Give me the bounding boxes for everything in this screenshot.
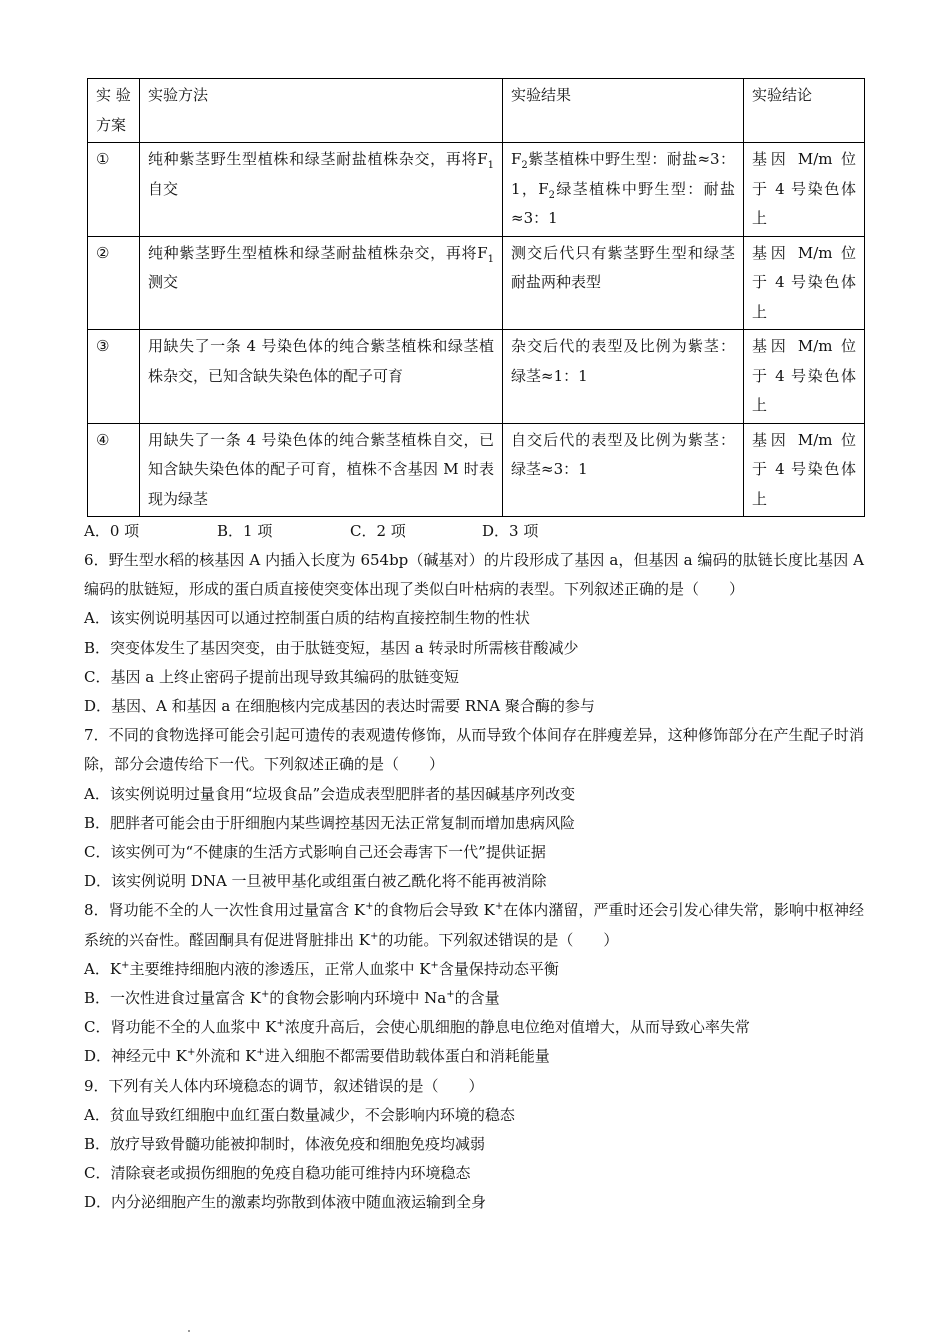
question-8-option-d[interactable] <box>84 1042 864 1071</box>
opt-text: A．K <box>84 959 122 978</box>
table-header-row <box>88 79 865 143</box>
q5-option-b[interactable]: B．1 项 <box>217 522 273 540</box>
row-result-sub2: 2 <box>548 189 556 201</box>
row-method-text: 纯种紫茎野生型植株和绿茎耐盐植株杂交，再将F <box>148 243 488 262</box>
row-result-text: F <box>511 150 522 168</box>
row-id: ③ <box>88 330 140 424</box>
question-9-stem: 9．下列有关人体内环境稳态的调节，叙述错误的是（ ） <box>84 1076 484 1095</box>
question-7-option-c[interactable]: C．该实例可为“不健康的生活方式影响自己还会毒害下一代”提供证据 <box>84 843 546 862</box>
row-result: 自交后代的表型及比例为紫茎：绿茎≈3：1 <box>503 423 744 517</box>
q8-stem-sup: + <box>365 901 374 913</box>
header-scheme <box>88 79 140 143</box>
q8-stem-sup: + <box>369 930 379 942</box>
row-method <box>140 236 503 330</box>
row-conclusion: 基因 M/m 位于 4 号染色体上 <box>744 236 865 330</box>
row-id: ② <box>88 236 140 330</box>
question-7-stem: 7．不同的食物选择可能会引起可遗传的表观遗传修饰，从而导致个体间存在胖瘦差异，这种修饰部分在产生配子时消除，部分会遗传给下一代。下列叙述正确的是（ ） <box>84 726 864 774</box>
row-method-text: 纯种紫茎野生型植株和绿茎耐盐植株杂交，再将F <box>148 150 488 168</box>
q8-stem-text: 的食物后会导致 K <box>373 901 495 920</box>
row-result-sub: 2 <box>521 160 528 171</box>
question-6 <box>84 546 864 721</box>
row-method: 用缺失了一条 4 号染色体的纯合紫茎植株和绿茎植株杂交，已知含缺失染色体的配子可育 <box>140 330 503 424</box>
q8-stem-text: 的功能。下列叙述错误的是（ ） <box>378 930 619 949</box>
question-8-option-a[interactable] <box>84 955 864 984</box>
question-9-option-a[interactable]: A．贫血导致红细胞中血红蛋白数量减少，不会影响内环境的稳态 <box>84 1105 515 1124</box>
table-row <box>88 143 865 237</box>
row-method-text-end: 自交 <box>148 179 179 198</box>
question-8 <box>84 896 864 1071</box>
row-conclusion: 基因 M/m 位于 4 号染色体上 <box>744 143 865 237</box>
opt-text: 的含量 <box>454 989 500 1008</box>
opt-text: 含量保持动态平衡 <box>438 959 559 978</box>
q5-option-a[interactable]: A．0 项 <box>84 522 140 540</box>
q8-stem-text: 在体内潴留，严重时还会引发心律失常，影响中枢神经系统的兴奋性。醛固酮具有促进肾脏排出 K <box>84 901 864 949</box>
opt-sup: + <box>187 1047 196 1059</box>
row-result: 测交后代只有紫茎野生型和绿茎耐盐两种表型 <box>503 236 744 330</box>
question-9-option-d[interactable]: D．内分泌细胞产生的激素均弥散到体液中随血液运输到全身 <box>84 1193 487 1212</box>
opt-sup: + <box>261 989 270 1001</box>
opt-sup: + <box>430 959 439 971</box>
opt-text: 外流和 K <box>195 1047 257 1066</box>
opt-text: C．肾功能不全的人血浆中 K <box>84 1018 277 1037</box>
footer-mark <box>188 1330 190 1332</box>
row-id: ① <box>88 143 140 237</box>
question-6-stem: 6．野生型水稻的核基因 A 内插入长度为 654bp（碱基对）的片段形成了基因 a，但基因 a 编码的肽链长度比基因 A 编码的肽链短，形成的蛋白质直接使突变体出现了类似白叶枯病的表型。下列叙述正确的是（ ） <box>84 551 864 599</box>
opt-text: B．一次性进食过量富含 K <box>84 989 261 1008</box>
q5-options <box>84 517 864 546</box>
header-result: 实验结果 <box>503 79 744 143</box>
q5-option-c[interactable]: C．2 项 <box>350 522 406 540</box>
question-7-option-b[interactable]: B．肥胖者可能会由于肝细胞内某些调控基因无法正常复制而增加患病风险 <box>84 813 576 832</box>
row-result-text-mid: 紫茎植株中野生型：耐盐≈3：1，F <box>511 150 735 198</box>
opt-sup: + <box>446 989 455 1001</box>
question-9-option-b[interactable]: B．放疗导致骨髓功能被抑制时，体液免疫和细胞免疫均减弱 <box>84 1135 486 1154</box>
row-method-sub: 1 <box>487 160 494 171</box>
exam-page <box>84 78 864 1218</box>
header-method: 实验方法 <box>140 79 503 143</box>
row-method-text-end: 测交 <box>148 273 179 291</box>
question-6-option-a[interactable]: A．该实例说明基因可以通过控制蛋白质的结构直接控制生物的性状 <box>84 609 530 628</box>
question-8-option-b[interactable] <box>84 984 864 1013</box>
opt-text: 进入细胞不都需要借助载体蛋白和消耗能量 <box>264 1047 550 1066</box>
opt-sup: + <box>256 1047 265 1059</box>
table-row <box>88 330 865 424</box>
row-result: 杂交后代的表型及比例为紫茎：绿茎≈1：1 <box>503 330 744 424</box>
row-result-text-end: 绿茎植株中野生型：耐盐≈3：1 <box>511 179 735 227</box>
question-7 <box>84 721 864 896</box>
header-scheme-line1: 实 验 <box>96 86 131 104</box>
row-conclusion: 基因 M/m 位于 4 号染色体上 <box>744 423 865 517</box>
opt-sup: + <box>121 959 130 971</box>
row-method-sub: 1 <box>487 253 494 265</box>
opt-text: 主要维持细胞内液的渗透压，正常人血浆中 K <box>129 959 431 978</box>
table-row <box>88 423 865 517</box>
question-8-option-c[interactable] <box>84 1013 864 1042</box>
question-6-option-b[interactable]: B．突变体发生了基因突变，由于肽链变短，基因 a 转录时所需核苷酸减少 <box>84 638 579 657</box>
row-id: ④ <box>88 423 140 517</box>
table-row <box>88 236 865 330</box>
question-9 <box>84 1072 864 1218</box>
experiment-table <box>87 78 865 517</box>
question-9-option-c[interactable]: C．清除衰老或损伤细胞的免疫自稳功能可维持内环境稳态 <box>84 1164 471 1183</box>
opt-text: D．神经元中 K <box>84 1047 188 1066</box>
header-conclusion: 实验结论 <box>744 79 865 143</box>
q5-option-d[interactable]: D．3 项 <box>482 522 539 540</box>
row-conclusion: 基因 M/m 位于 4 号染色体上 <box>744 330 865 424</box>
header-scheme-line2: 方案 <box>96 115 127 134</box>
question-8-stem <box>84 896 864 954</box>
opt-text: 浓度升高后，会使心肌细胞的静息电位绝对值增大，从而导致心率失常 <box>284 1018 750 1037</box>
q8-stem-text: 8．肾功能不全的人一次性食用过量富含 K <box>84 901 366 920</box>
question-6-option-d[interactable]: D．基因、A 和基因 a 在细胞核内完成基因的表达时需要 RNA 聚合酶的参与 <box>84 697 595 716</box>
opt-text: 的食物会影响内环境中 Na <box>269 989 447 1008</box>
q8-stem-sup: + <box>494 901 504 913</box>
row-method: 用缺失了一条 4 号染色体的纯合紫茎植株自交，已知含缺失染色体的配子可育，植株不含基因 M 时表现为绿茎 <box>140 423 503 517</box>
question-7-option-a[interactable]: A．该实例说明过量食用“垃圾食品”会造成表型肥胖者的基因碱基序列改变 <box>84 784 576 803</box>
row-result <box>503 143 744 237</box>
question-6-option-c[interactable]: C．基因 a 上终止密码子提前出现导致其编码的肽链变短 <box>84 667 459 686</box>
question-7-option-d[interactable]: D．该实例说明 DNA 一旦被甲基化或组蛋白被乙酰化将不能再被消除 <box>84 872 547 891</box>
row-method <box>140 143 503 237</box>
opt-sup: + <box>276 1018 285 1030</box>
